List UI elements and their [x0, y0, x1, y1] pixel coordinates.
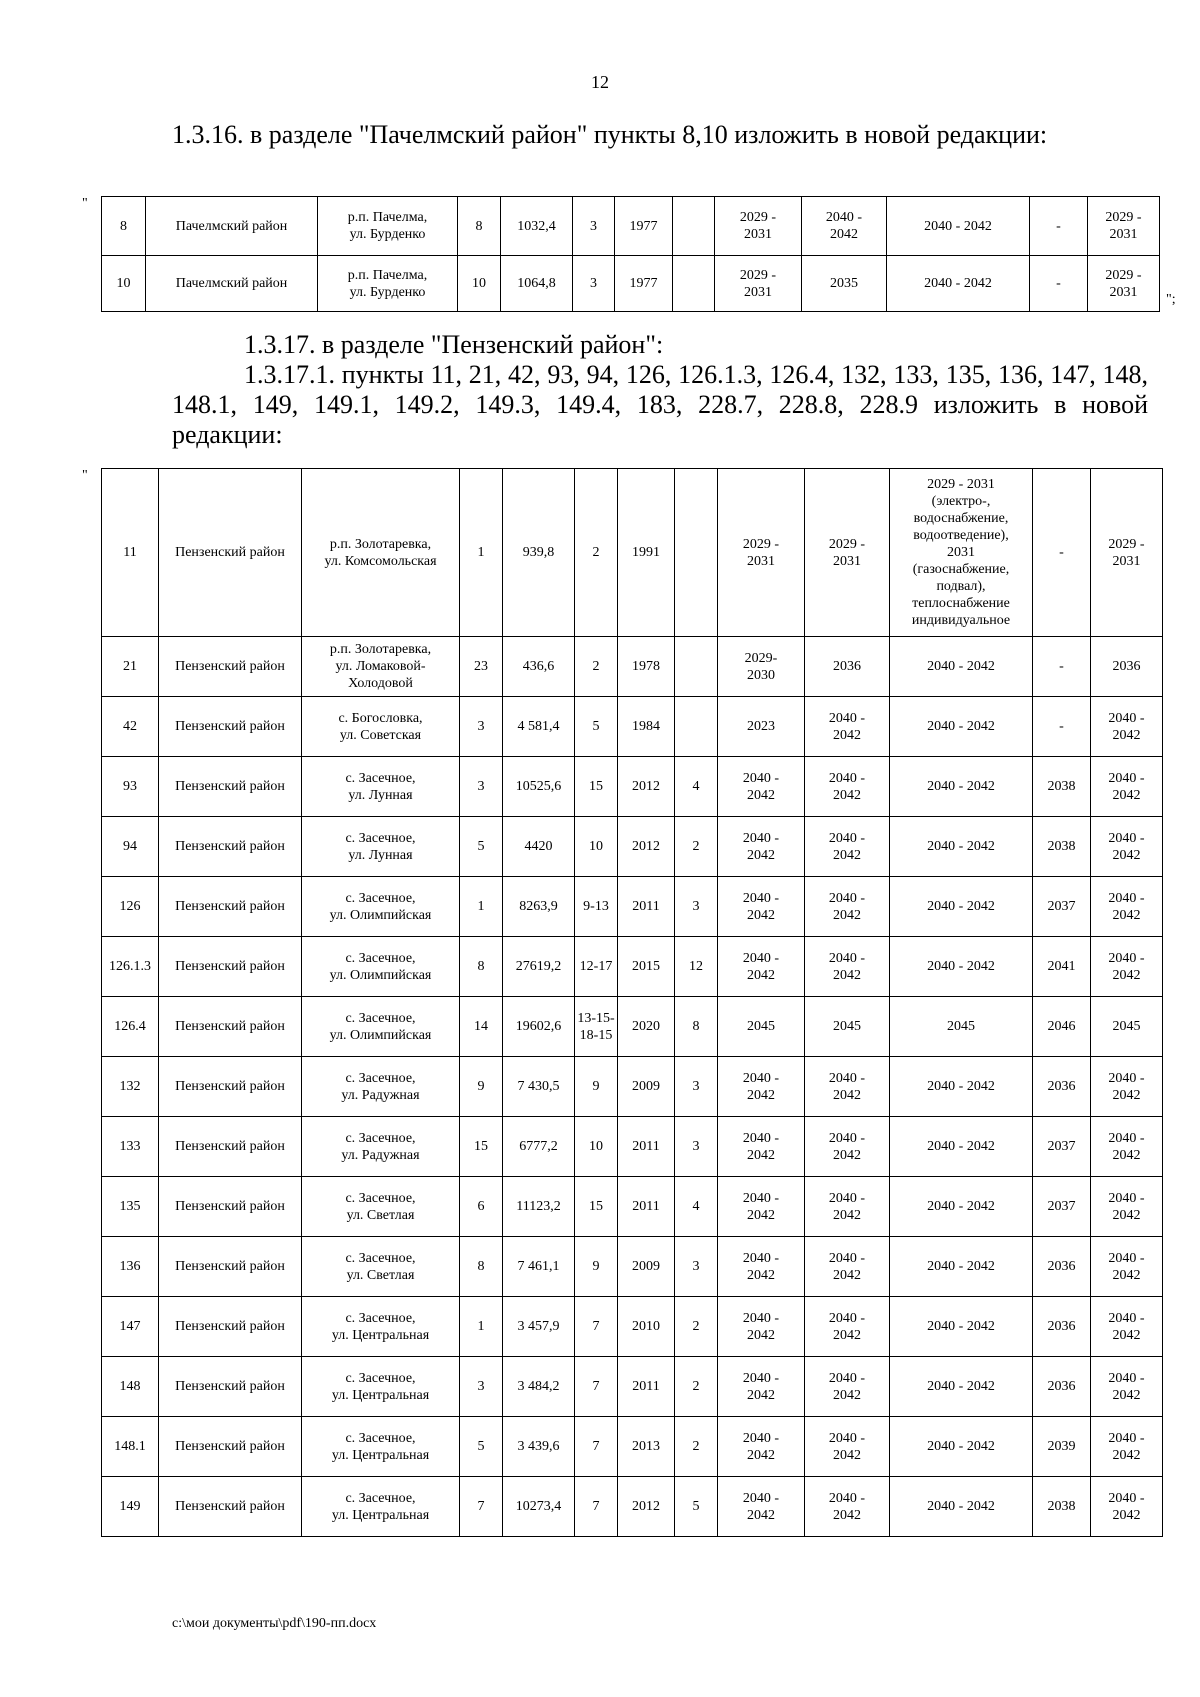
table-cell: 2040 - 2042 [718, 877, 805, 937]
table-cell: 94 [102, 817, 159, 877]
table-row [102, 256, 1160, 312]
table-row [102, 1117, 1163, 1177]
table-row [102, 697, 1163, 757]
table-cell: 2040 - 2042 [718, 1057, 805, 1117]
table-cell: р.п. Золотаревка, ул. Ломаковой- Холодовой [302, 637, 460, 697]
opening-quote-mark-2: " [82, 468, 88, 483]
table-cell: 2011 [618, 877, 675, 937]
table-cell: 4 [675, 1177, 718, 1237]
table-cell: 2029 - 2031 [1088, 197, 1160, 256]
table-cell: 7 [460, 1477, 503, 1537]
table-cell: 7 461,1 [503, 1237, 575, 1297]
table-cell: 2029 - 2031 [715, 256, 802, 312]
table-cell: 2040 - 2042 [890, 817, 1033, 877]
table-cell: 1064,8 [501, 256, 573, 312]
table-cell: 2040 - 2042 [1091, 757, 1163, 817]
table-cell: 2 [675, 817, 718, 877]
table-cell: 136 [102, 1237, 159, 1297]
table-cell: Пензенский район [159, 1237, 302, 1297]
table-cell: Пензенский район [159, 877, 302, 937]
table-cell: 2040 - 2042 [1091, 1117, 1163, 1177]
table-cell: - [1030, 256, 1088, 312]
table-cell: 133 [102, 1117, 159, 1177]
table-cell: 1977 [615, 256, 673, 312]
table-cell: 2040 - 2042 [718, 1357, 805, 1417]
paragraph-1-3-17: 1.3.17. в разделе "Пензенский район": [244, 330, 664, 359]
table-cell: 2040 - 2042 [718, 1297, 805, 1357]
table-cell: 10525,6 [503, 757, 575, 817]
table-cell: 2040 - 2042 [890, 1357, 1033, 1417]
table-cell: 7 [575, 1297, 618, 1357]
table-cell: 2040 - 2042 [718, 937, 805, 997]
table-cell: Пензенский район [159, 1057, 302, 1117]
table-cell: 135 [102, 1177, 159, 1237]
table-row [102, 817, 1163, 877]
table-cell: 14 [460, 997, 503, 1057]
table-cell: 2038 [1033, 757, 1091, 817]
table-cell: 2 [675, 1297, 718, 1357]
table-cell: Пензенский район [159, 1177, 302, 1237]
table-cell: 2040 - 2042 [1091, 937, 1163, 997]
table-cell: 8 [458, 197, 501, 256]
table-cell: 149 [102, 1477, 159, 1537]
table-cell: р.п. Пачелма, ул. Бурденко [318, 197, 458, 256]
table-cell: 4 581,4 [503, 697, 575, 757]
table-cell: 10 [575, 817, 618, 877]
table-cell: 12 [675, 937, 718, 997]
table-cell: 8 [460, 1237, 503, 1297]
table-cell: 2040 - 2042 [890, 637, 1033, 697]
table-cell: - [1033, 637, 1091, 697]
table-cell: 42 [102, 697, 159, 757]
paragraph-1-3-17-1: 1.3.17.1. пункты 11, 21, 42, 93, 94, 126, 126.1.3, 126.4, 132, 133, 135, 136, 147, 148, 148.1, 149, 149.1, 149.2, 149.3, 149.4, 183, 228.7, 228.8, 228.9 изложить в новой редакции: [172, 360, 1148, 449]
table-row [102, 757, 1163, 817]
table-cell: с. Засечное, ул. Радужная [302, 1117, 460, 1177]
table-cell [675, 697, 718, 757]
table-cell: 2040 - 2042 [890, 697, 1033, 757]
table-row [102, 877, 1163, 937]
table-cell: 2040 - 2042 [718, 757, 805, 817]
table-row [102, 1477, 1163, 1537]
table-cell: 2040 - 2042 [805, 817, 890, 877]
table-cell: 6 [460, 1177, 503, 1237]
table-cell: 2036 [1033, 1057, 1091, 1117]
table-cell: с. Засечное, ул. Центральная [302, 1477, 460, 1537]
table-cell: 3 484,2 [503, 1357, 575, 1417]
table-cell: 2035 [802, 256, 887, 312]
table-cell: Пензенский район [159, 1357, 302, 1417]
table-cell: 10 [575, 1117, 618, 1177]
table-cell: 2029- 2030 [718, 637, 805, 697]
table-cell: 2040 - 2042 [890, 1057, 1033, 1117]
table-cell: с. Засечное, ул. Олимпийская [302, 997, 460, 1057]
table-cell: с. Засечное, ул. Центральная [302, 1297, 460, 1357]
table-cell: 2037 [1033, 877, 1091, 937]
table-cell: 126.1.3 [102, 937, 159, 997]
table-cell: 2011 [618, 1177, 675, 1237]
table-cell: Пензенский район [159, 997, 302, 1057]
table-cell: 2040 - 2042 [718, 1477, 805, 1537]
table-row [102, 197, 1160, 256]
table-cell: - [1033, 697, 1091, 757]
table-cell: 3 [460, 757, 503, 817]
table-cell: 8 [102, 197, 146, 256]
table-cell: 2015 [618, 937, 675, 997]
table-cell: 148.1 [102, 1417, 159, 1477]
table-row [102, 1297, 1163, 1357]
table-cell: 147 [102, 1297, 159, 1357]
table-cell: 1 [460, 1297, 503, 1357]
table-cell: Пензенский район [159, 1417, 302, 1477]
table-cell: 2 [575, 637, 618, 697]
table-cell [673, 197, 715, 256]
table-cell: 5 [675, 1477, 718, 1537]
table-cell: 2009 [618, 1057, 675, 1117]
table-cell: 2039 [1033, 1417, 1091, 1477]
table-cell: 2036 [1033, 1357, 1091, 1417]
table-cell: 4 [675, 757, 718, 817]
table-cell: 2040 - 2042 [805, 877, 890, 937]
table-cell: 2040 - 2042 [805, 757, 890, 817]
table-cell: 2029 - 2031 [718, 469, 805, 637]
table-cell: 2037 [1033, 1177, 1091, 1237]
table-cell: 2040 - 2042 [1091, 1417, 1163, 1477]
table-cell: 1977 [615, 197, 673, 256]
table-row [102, 1177, 1163, 1237]
table-cell: 2040 - 2042 [890, 1237, 1033, 1297]
closing-quote-mark: "; [1166, 292, 1176, 307]
table-cell: 2029 - 2031 (электро-, водоснабжение, водоотведение), 2031 (газоснабжение, подвал), теплоснабжение индивидуальное [890, 469, 1033, 637]
table-row [102, 1417, 1163, 1477]
table-cell: 2036 [1091, 637, 1163, 697]
table-cell: 5 [575, 697, 618, 757]
table-cell: 2040 - 2042 [890, 877, 1033, 937]
table-cell: 2020 [618, 997, 675, 1057]
table-cell: 2040 - 2042 [718, 1117, 805, 1177]
table-cell: 3 [675, 1117, 718, 1177]
table-cell: 2 [675, 1357, 718, 1417]
table-cell: с. Засечное, ул. Центральная [302, 1417, 460, 1477]
table-cell: 3 [675, 1237, 718, 1297]
table-cell: 1978 [618, 637, 675, 697]
table-cell: 3 [675, 877, 718, 937]
table-cell: 2040 - 2042 [805, 937, 890, 997]
table-cell: с. Засечное, ул. Лунная [302, 817, 460, 877]
table-cell: 1984 [618, 697, 675, 757]
table-cell: Пензенский район [159, 1477, 302, 1537]
table-cell: 2040 - 2042 [887, 197, 1030, 256]
opening-quote-mark: " [82, 196, 88, 211]
table-cell: 10273,4 [503, 1477, 575, 1537]
table-cell: Пензенский район [159, 469, 302, 637]
table-cell: 2040 - 2042 [1091, 1357, 1163, 1417]
table-cell: Пензенский район [159, 1297, 302, 1357]
table-row [102, 1057, 1163, 1117]
table-row [102, 1237, 1163, 1297]
table-cell: Пензенский район [159, 1117, 302, 1177]
table-cell: 2 [675, 1417, 718, 1477]
table-cell: Пензенский район [159, 697, 302, 757]
table-cell: 11123,2 [503, 1177, 575, 1237]
table-cell: 2040 - 2042 [890, 1417, 1033, 1477]
table-cell: 9-13 [575, 877, 618, 937]
table-cell: - [1030, 197, 1088, 256]
table-cell: 2040 - 2042 [718, 817, 805, 877]
table-cell: 2040 - 2042 [805, 1417, 890, 1477]
table-cell: с. Засечное, ул. Светлая [302, 1177, 460, 1237]
table-cell: 2040 - 2042 [1091, 817, 1163, 877]
table-cell: с. Засечное, ул. Радужная [302, 1057, 460, 1117]
table-cell: 8263,9 [503, 877, 575, 937]
table-cell: 2040 - 2042 [890, 1297, 1033, 1357]
table-cell: 2011 [618, 1357, 675, 1417]
table-cell: 2040 - 2042 [805, 1177, 890, 1237]
table-cell: 2036 [1033, 1297, 1091, 1357]
table-cell: 9 [575, 1057, 618, 1117]
table-row [102, 997, 1163, 1057]
page-number: 12 [591, 72, 609, 92]
table-cell: 15 [460, 1117, 503, 1177]
table-cell: 3 [675, 1057, 718, 1117]
table-cell: 2036 [1033, 1237, 1091, 1297]
table-cell: 15 [575, 1177, 618, 1237]
table-cell: 2038 [1033, 817, 1091, 877]
table-cell: 2029 - 2031 [715, 197, 802, 256]
table-cell [675, 469, 718, 637]
table-cell: 2013 [618, 1417, 675, 1477]
table-cell: 2040 - 2042 [890, 757, 1033, 817]
table-cell: 2040 - 2042 [802, 197, 887, 256]
table-cell: 7 [575, 1417, 618, 1477]
table-cell: 436,6 [503, 637, 575, 697]
table-cell: 2045 [1091, 997, 1163, 1057]
table-cell: 2041 [1033, 937, 1091, 997]
table-cell: 939,8 [503, 469, 575, 637]
table-cell: 27619,2 [503, 937, 575, 997]
table-cell: 2040 - 2042 [1091, 1297, 1163, 1357]
table-cell: 13-15- 18-15 [575, 997, 618, 1057]
table-cell: 93 [102, 757, 159, 817]
table-cell: 9 [575, 1237, 618, 1297]
table-cell: с. Засечное, ул. Светлая [302, 1237, 460, 1297]
table-cell: 8 [675, 997, 718, 1057]
table-cell: 2040 - 2042 [890, 1117, 1033, 1177]
table-cell: 8 [460, 937, 503, 997]
penza-district-table [101, 468, 1163, 1537]
table-cell: 3 457,9 [503, 1297, 575, 1357]
table-cell: - [1033, 469, 1091, 637]
table-cell: 2009 [618, 1237, 675, 1297]
table-cell: 2045 [805, 997, 890, 1057]
table-row [102, 1357, 1163, 1417]
table-cell: Пензенский район [159, 937, 302, 997]
table-cell: 126 [102, 877, 159, 937]
table-cell: 1 [460, 877, 503, 937]
table-cell: 15 [575, 757, 618, 817]
table-row [102, 637, 1163, 697]
table-row [102, 469, 1163, 637]
table-cell: 10 [458, 256, 501, 312]
table-cell: 2040 - 2042 [1091, 877, 1163, 937]
table-cell: 19602,6 [503, 997, 575, 1057]
table-cell: 1991 [618, 469, 675, 637]
table-cell: 2012 [618, 757, 675, 817]
table-cell: 2012 [618, 817, 675, 877]
table-cell: 10 [102, 256, 146, 312]
table-cell [673, 256, 715, 312]
table-cell: 2037 [1033, 1117, 1091, 1177]
table-cell: 6777,2 [503, 1117, 575, 1177]
table-cell: 5 [460, 817, 503, 877]
table-cell: 1032,4 [501, 197, 573, 256]
table-cell: с. Богословка, ул. Советская [302, 697, 460, 757]
table-cell: 2040 - 2042 [1091, 1177, 1163, 1237]
table-cell: 2040 - 2042 [890, 937, 1033, 997]
table-cell: 3 [460, 1357, 503, 1417]
table-cell: 132 [102, 1057, 159, 1117]
table-cell: 2040 - 2042 [805, 697, 890, 757]
table-cell: 2023 [718, 697, 805, 757]
table-cell: 2 [575, 469, 618, 637]
table-cell: 2040 - 2042 [890, 1477, 1033, 1537]
table-cell: 126.4 [102, 997, 159, 1057]
table-cell: 2040 - 2042 [1091, 1057, 1163, 1117]
table-cell: с. Засечное, ул. Олимпийская [302, 877, 460, 937]
table-cell: р.п. Золотаревка, ул. Комсомольская [302, 469, 460, 637]
table-cell: 2012 [618, 1477, 675, 1537]
table-cell: с. Засечное, ул. Олимпийская [302, 937, 460, 997]
table-cell: 2040 - 2042 [718, 1177, 805, 1237]
table-cell: 7 [575, 1357, 618, 1417]
table-cell: 2036 [805, 637, 890, 697]
table-cell [675, 637, 718, 697]
table-cell: 5 [460, 1417, 503, 1477]
table-cell: 2029 - 2031 [1091, 469, 1163, 637]
table-cell: 2040 - 2042 [718, 1417, 805, 1477]
table-cell: 21 [102, 637, 159, 697]
table-cell: 2040 - 2042 [1091, 1477, 1163, 1537]
table-cell: 4420 [503, 817, 575, 877]
table-cell: 1 [460, 469, 503, 637]
table-row [102, 937, 1163, 997]
table-cell: Пензенский район [159, 637, 302, 697]
pachelma-district-table [101, 196, 1160, 312]
footer-file-path: c:\мои документы\pdf\190-пп.docx [172, 1616, 377, 1631]
table-cell: 2040 - 2042 [1091, 1237, 1163, 1297]
table-cell: 2040 - 2042 [718, 1237, 805, 1297]
table-cell: Пачелмский район [146, 197, 318, 256]
table-cell: Пачелмский район [146, 256, 318, 312]
table-cell: 2040 - 2042 [1091, 697, 1163, 757]
table-cell: 2038 [1033, 1477, 1091, 1537]
table-cell: Пензенский район [159, 817, 302, 877]
table-cell: 2040 - 2042 [805, 1237, 890, 1297]
table-cell: 2040 - 2042 [887, 256, 1030, 312]
table-cell: 2045 [890, 997, 1033, 1057]
table-cell: с. Засечное, ул. Лунная [302, 757, 460, 817]
table-cell: 3 [573, 197, 615, 256]
table-cell: 2040 - 2042 [805, 1297, 890, 1357]
table-cell: с. Засечное, ул. Центральная [302, 1357, 460, 1417]
table-cell: Пензенский район [159, 757, 302, 817]
table-cell: 7 [575, 1477, 618, 1537]
table-cell: 2029 - 2031 [805, 469, 890, 637]
table-cell: 3 [460, 697, 503, 757]
table-cell: 3 439,6 [503, 1417, 575, 1477]
table-cell: 2010 [618, 1297, 675, 1357]
table-cell: р.п. Пачелма, ул. Бурденко [318, 256, 458, 312]
table-cell: 2011 [618, 1117, 675, 1177]
table-cell: 23 [460, 637, 503, 697]
table-cell: 2040 - 2042 [805, 1057, 890, 1117]
table-cell: 2040 - 2042 [890, 1177, 1033, 1237]
table-cell: 9 [460, 1057, 503, 1117]
table-cell: 3 [573, 256, 615, 312]
table-cell: 12-17 [575, 937, 618, 997]
table-cell: 11 [102, 469, 159, 637]
table-cell: 2046 [1033, 997, 1091, 1057]
table-cell: 2040 - 2042 [805, 1477, 890, 1537]
table-cell: 148 [102, 1357, 159, 1417]
table-cell: 7 430,5 [503, 1057, 575, 1117]
table-cell: 2040 - 2042 [805, 1357, 890, 1417]
paragraph-1-3-16: 1.3.16. в разделе "Пачелмский район" пункты 8,10 изложить в новой редакции: [172, 120, 1048, 149]
table-cell: 2045 [718, 997, 805, 1057]
table-cell: 2029 - 2031 [1088, 256, 1160, 312]
table-cell: 2040 - 2042 [805, 1117, 890, 1177]
